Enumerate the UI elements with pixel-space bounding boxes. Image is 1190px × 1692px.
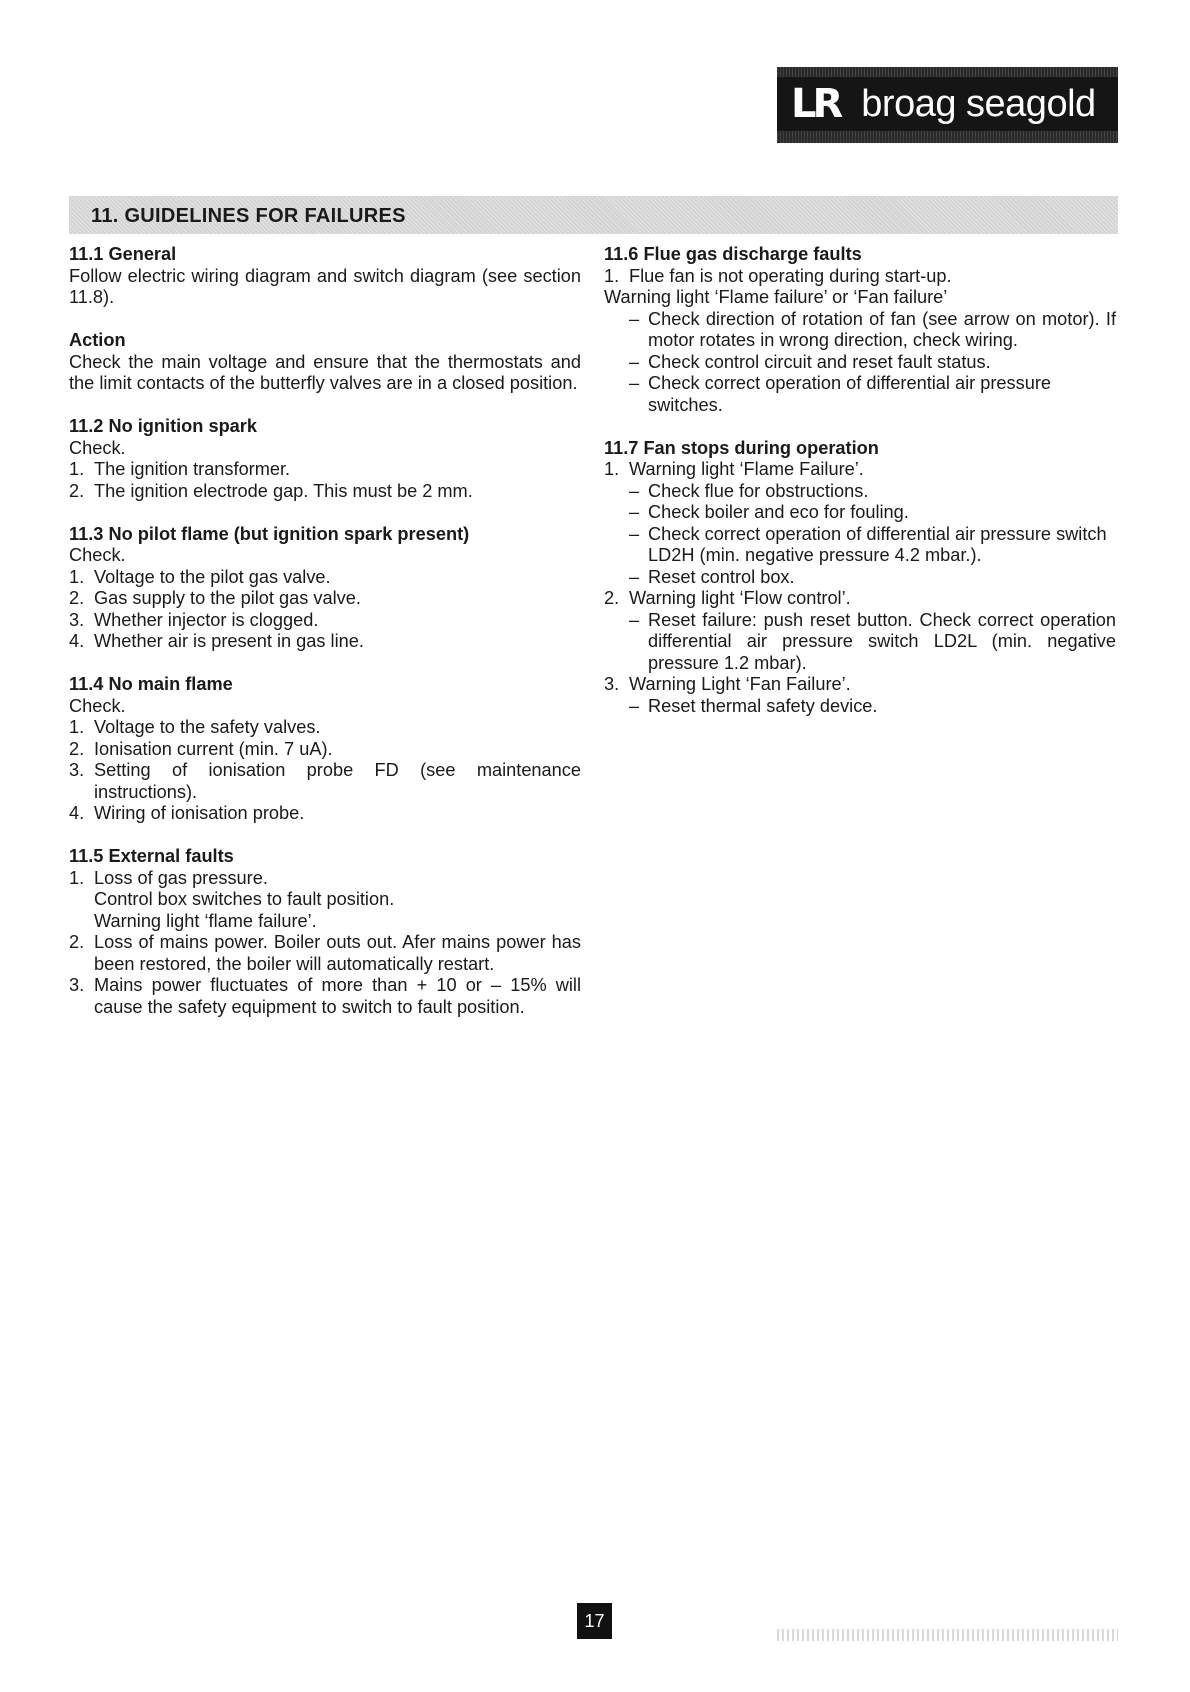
bullet-text: Check flue for obstructions. xyxy=(648,480,869,501)
list-item xyxy=(604,459,1116,481)
bullet-item xyxy=(629,309,1116,352)
intro-11-4: Check. xyxy=(69,695,126,716)
list-item xyxy=(69,567,581,589)
list-text: The ignition transformer. xyxy=(94,459,291,479)
list-number: 2. xyxy=(69,588,85,608)
bullet-text: Reset failure: push reset button. Check correct operation differential air pressure switch LD2L (min. negative pressure 1.2 mbar). xyxy=(648,609,1116,673)
list-number: 3. xyxy=(604,674,620,694)
list-item xyxy=(69,932,581,975)
heading-action: Action xyxy=(69,330,126,350)
list-number: 2. xyxy=(69,738,85,759)
bullet-item xyxy=(629,524,1116,567)
heading-11-6: 11.6 Flue gas discharge faults xyxy=(604,244,862,264)
intro-11-2: Check. xyxy=(69,437,126,458)
list-item xyxy=(604,588,1116,610)
list-number: 2. xyxy=(69,480,85,501)
bullet-item xyxy=(629,373,1116,416)
brand-logo xyxy=(777,67,1118,143)
heading-11-2: 11.2 No ignition spark xyxy=(69,416,257,436)
bullet-item xyxy=(629,610,1116,675)
list-number: 1. xyxy=(69,717,85,737)
list-text: Voltage to the safety valves. xyxy=(94,717,321,737)
bullet-text: Reset control box. xyxy=(648,566,795,587)
list-item xyxy=(69,739,581,761)
bullet-text: Check correct operation of differential air pressure switches. xyxy=(648,373,1052,415)
list-number: 1. xyxy=(604,265,620,286)
section-11-3 xyxy=(69,524,581,653)
dash: – xyxy=(629,502,640,522)
list-item xyxy=(69,868,581,933)
section-header-bar xyxy=(69,196,1118,234)
dash: – xyxy=(629,480,640,501)
list-text xyxy=(94,868,581,933)
heading-11-1: 11.1 General xyxy=(69,244,177,264)
list-text: Mains power fluctuates of more than + 10 or – 15% will cause the safety equipment to switch to fault position. xyxy=(94,975,581,1017)
list-text: Loss of mains power. Boiler outs out. Afer mains power has been restored, the boiler will automatically restart. xyxy=(94,932,581,974)
left-column xyxy=(69,244,581,1040)
heading-11-5: 11.5 External faults xyxy=(69,846,234,866)
bullet-item xyxy=(629,481,1116,503)
warning-line: Warning light ‘Flame failure’ or ‘Fan failure’ xyxy=(604,287,948,307)
list-line: Warning light ‘flame failure’. xyxy=(94,910,317,931)
brand-mark: LR xyxy=(791,81,840,127)
list-item xyxy=(604,674,1116,696)
page-number: 17 xyxy=(577,1603,612,1639)
bullet-item xyxy=(629,696,1116,718)
list-number: 4. xyxy=(69,631,85,651)
section-11-5 xyxy=(69,846,581,1018)
bullet-text: Reset thermal safety device. xyxy=(648,695,878,716)
bullet-item xyxy=(629,567,1116,589)
bullet-text: Check control circuit and reset fault status. xyxy=(648,351,991,372)
paragraph-11-1: Follow electric wiring diagram and switch diagram (see section 11.8). xyxy=(69,265,581,307)
list-item xyxy=(604,266,1116,288)
list-item xyxy=(69,459,581,481)
list-item xyxy=(69,803,581,825)
section-11-4 xyxy=(69,674,581,825)
list-number: 2. xyxy=(69,932,85,952)
list-item xyxy=(69,717,581,739)
section-11-2 xyxy=(69,416,581,502)
list-number: 1. xyxy=(69,867,85,888)
list-number: 4. xyxy=(69,803,85,823)
list-number: 3. xyxy=(69,609,85,630)
list-text: Warning light ‘Flame Failure’. xyxy=(629,459,864,479)
footer-texture xyxy=(777,1629,1118,1641)
list-line: Loss of gas pressure. xyxy=(94,867,268,888)
section-11-7 xyxy=(604,438,1116,718)
dash: – xyxy=(629,351,640,372)
bullet-text: Check correct operation of differential air pressure switch LD2H (min. negative pressure 4.2 mbar.). xyxy=(648,523,1107,565)
heading-11-7: 11.7 Fan stops during operation xyxy=(604,437,879,458)
list-item xyxy=(69,588,581,610)
list-number: 3. xyxy=(69,760,85,780)
list-text: The ignition electrode gap. This must be 2 mm. xyxy=(94,480,473,501)
heading-11-4: 11.4 No main flame xyxy=(69,674,233,694)
section-11-6 xyxy=(604,244,1116,416)
list-number: 1. xyxy=(69,459,85,479)
list-text: Gas supply to the pilot gas valve. xyxy=(94,588,361,608)
section-11-1 xyxy=(69,244,581,309)
list-number: 2. xyxy=(604,588,620,608)
list-text: Flue fan is not operating during start-up. xyxy=(629,265,952,286)
bullet-item xyxy=(629,352,1116,374)
list-text: Setting of ionisation probe FD (see maintenance instructions). xyxy=(94,760,581,802)
list-item xyxy=(69,975,581,1018)
brand-logo-band xyxy=(777,77,1118,131)
list-number: 1. xyxy=(69,566,85,587)
section-title: 11. GUIDELINES FOR FAILURES xyxy=(91,205,406,227)
dash: – xyxy=(629,308,640,329)
list-number: 3. xyxy=(69,975,85,995)
dash: – xyxy=(629,373,640,393)
brand-name: broag seagold xyxy=(861,83,1096,125)
heading-11-3: 11.3 No pilot flame (but ignition spark present) xyxy=(69,523,470,544)
list-item xyxy=(69,481,581,503)
list-line: Control box switches to fault position. xyxy=(94,889,395,909)
list-item xyxy=(69,610,581,632)
list-text: Voltage to the pilot gas valve. xyxy=(94,566,331,587)
intro-11-3: Check. xyxy=(69,545,126,565)
list-text: Warning light ‘Flow control’. xyxy=(629,588,851,608)
dash: – xyxy=(629,566,640,587)
section-action xyxy=(69,330,581,395)
list-text: Ionisation current (min. 7 uA). xyxy=(94,738,333,759)
dash: – xyxy=(629,523,640,544)
list-text: Whether injector is clogged. xyxy=(94,609,319,630)
bullet-item xyxy=(629,502,1116,524)
list-item xyxy=(69,631,581,653)
dash: – xyxy=(629,695,640,716)
right-column xyxy=(604,244,1116,739)
list-number: 1. xyxy=(604,459,620,479)
list-item xyxy=(69,760,581,803)
list-text: Wiring of ionisation probe. xyxy=(94,803,305,823)
list-text: Warning Light ‘Fan Failure’. xyxy=(629,674,851,694)
bullet-text: Check boiler and eco for fouling. xyxy=(648,502,909,522)
paragraph-action: Check the main voltage and ensure that the thermostats and the limit contacts of the butterfly valves are in a closed position. xyxy=(69,351,581,393)
list-text: Whether air is present in gas line. xyxy=(94,631,364,651)
bullet-text: Check direction of rotation of fan (see arrow on motor). If motor rotates in wrong direction, check wiring. xyxy=(648,308,1116,350)
dash: – xyxy=(629,609,640,630)
